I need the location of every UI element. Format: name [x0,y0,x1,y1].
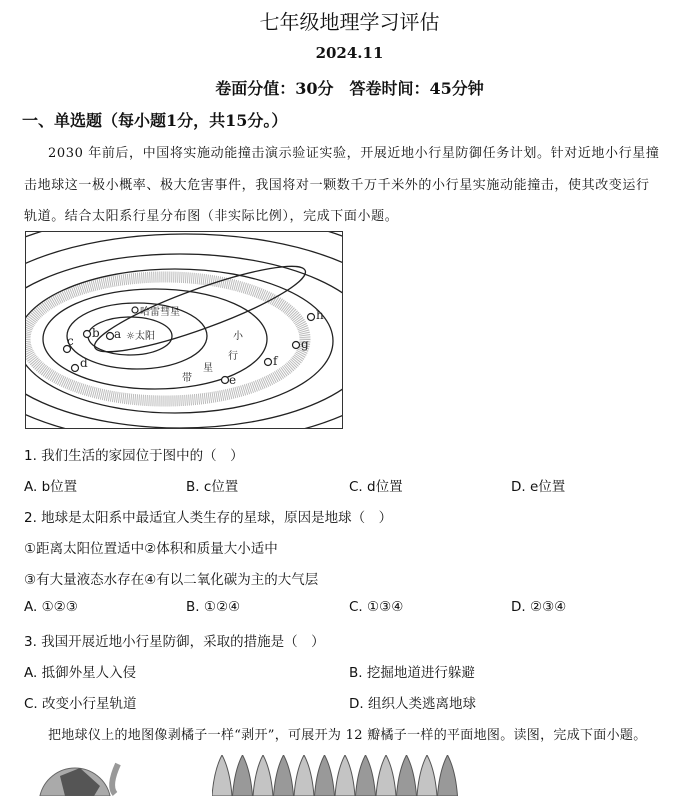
q2-option-b[interactable]: B. ①②④ [186,599,241,615]
passage-line: 2030 年前后，中国将实施动能撞击演示验证实验，开展近地小行星防御任务计划。针对近地小行星撞 [48,146,660,161]
passage-2: 把地球仪上的地图像剥橘子一样“剥开”，可展开为 12 瓣橘子一样的平面地图。读图，完成下面小题。 [48,728,647,743]
planet-label-b: b [92,326,100,340]
page-title: 七年级地理学习评估 [259,10,440,34]
globe-gore [438,755,458,796]
comet-label: 哈雷彗星 [140,307,180,318]
orbit-g [25,231,343,429]
orbit-h [25,231,343,429]
sun-label: ☼太阳 [126,331,155,342]
q2-option-c[interactable]: C. ①③④ [349,599,404,615]
globe-gore [212,755,232,796]
globe-gore [417,755,437,796]
globe-gore [376,755,396,796]
planet-label-e: e [229,373,237,387]
globe-gores-map [212,755,462,796]
question-1-stem: 1. 我们生活的家园位于图中的（ ） [24,448,244,464]
q1-option-d[interactable]: D. e位置 [511,479,566,495]
question-2-statement: ③有大量液态水存在④有以二氧化碳为主的大气层 [24,572,319,588]
q3-option-d[interactable]: D. 组织人类逃离地球 [349,696,476,712]
q1-option-c[interactable]: C. d位置 [349,479,403,495]
belt-label: 小 [233,331,243,342]
planet-label-d: d [80,356,88,370]
planet-label-f: f [273,354,278,368]
solar-system-diagram [25,231,343,429]
q3-option-c[interactable]: C. 改变小行星轨道 [24,696,137,712]
exam-meta: 卷面分值：30分 答卷时间：45分钟 [215,79,484,98]
globe-gore [356,755,376,796]
globe-illustration [20,756,140,796]
q3-option-a[interactable]: A. 抵御外星人入侵 [24,665,137,681]
q3-option-b[interactable]: B. 挖掘地道进行躲避 [349,665,475,681]
globe-gore [294,755,314,796]
globe-gore [233,755,253,796]
planet-label-h: h [316,308,324,322]
q1-option-a[interactable]: A. b位置 [24,479,78,495]
globe-gore [335,755,355,796]
q2-option-d[interactable]: D. ②③④ [511,599,567,615]
planet-label-a: a [114,327,122,341]
question-2-statement: ①距离太阳位置适中②体积和质量大小适中 [24,541,278,557]
q2-option-a[interactable]: A. ①②③ [24,599,78,615]
section-title: 一、单选题（每小题1分，共15分。） [22,111,288,130]
q1-option-b[interactable]: B. c位置 [186,479,239,495]
globe-gore [274,755,294,796]
passage-line: 轨道。结合太阳系行星分布图（非实际比例），完成下面小题。 [24,209,399,224]
globe-gore [397,755,417,796]
question-2-stem: 2. 地球是太阳系中最适宜人类生存的星球，原因是地球（ ） [24,510,393,526]
question-3-stem: 3. 我国开展近地小行星防御，采取的措施是（ ） [24,634,325,650]
belt-label: 星 [203,363,213,374]
belt-label: 行 [228,351,238,362]
globe-gore [253,755,273,796]
belt-label: 带 [182,373,192,384]
orbit-f [25,234,343,429]
planet-label-g: g [301,337,309,351]
passage-line: 击地球这一极小概率、极大危害事件，我国将对一颗数千万千米外的小行星实施动能撞击，使其改变运行 [24,178,650,193]
planet-label-c: c [67,334,74,348]
globe-gore [315,755,335,796]
exam-date: 2024.11 [315,44,384,62]
